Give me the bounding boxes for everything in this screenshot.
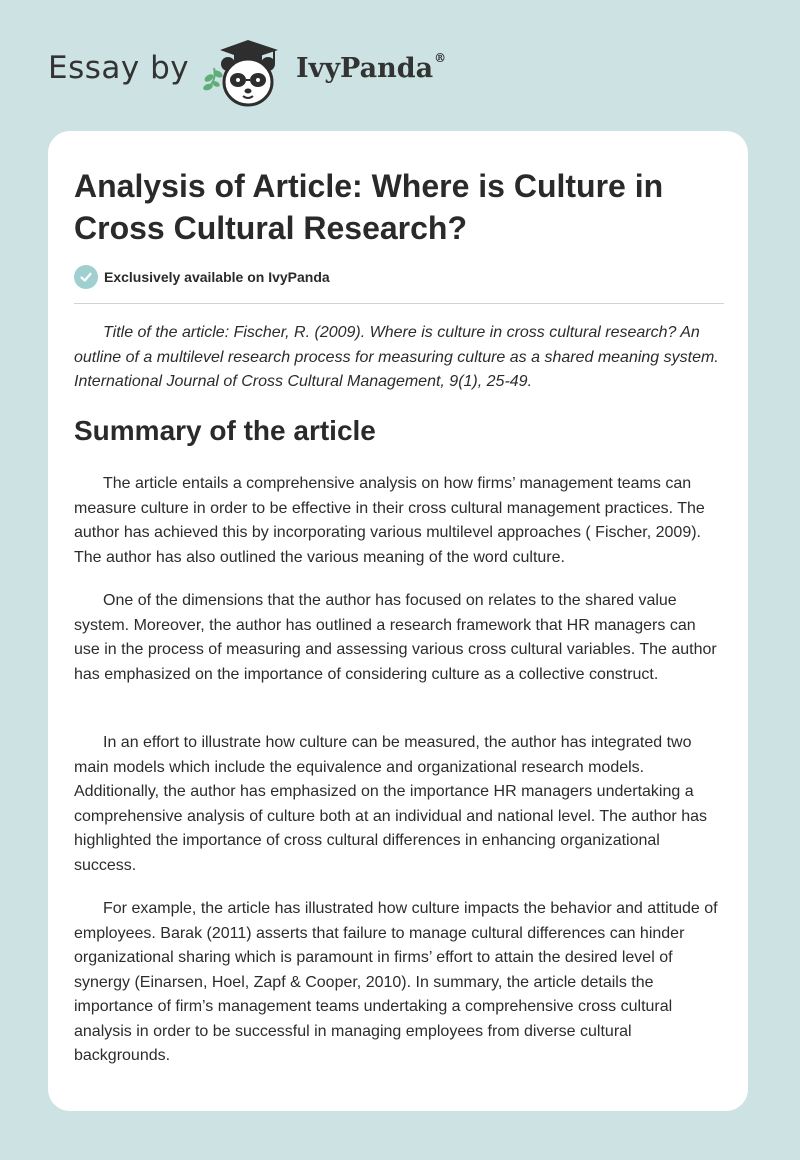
- title-divider: [74, 303, 724, 304]
- panda-graduate-logo-icon[interactable]: [200, 38, 292, 110]
- exclusive-badge-text: Exclusively available on IvyPanda: [104, 269, 330, 285]
- section-heading: Summary of the article: [74, 415, 376, 446]
- paragraph: One of the dimensions that the author has focused on relates to the shared value system. Moreover, the author has outlined a research framework that HR managers can use in the process of measuring and assessing various cross cultural variables. The author has emphasized on the importance of considering culture as a collective construct.: [74, 592, 717, 683]
- essay-card: [48, 131, 748, 1111]
- paragraph: For example, the article has illustrated how culture impacts the behavior and attitude of employees. Barak (2011) asserts that failure to manage cultural differences can hinder organizational sharing which is paramount in firms’ effort to attain the desired level of synergy (Einarsen, Hoel, Zapf & Cooper, 2010). In summary, the article details the importance of firm’s management teams undertaking a comprehensive cross cultural analysis in order to be successful in managing employees from diverse cultural backgrounds.: [74, 900, 718, 1064]
- check-circle-icon: [74, 265, 98, 289]
- brand-name-text: IvyPanda: [296, 53, 434, 84]
- site-header: [0, 0, 800, 130]
- paragraph: In an effort to illustrate how culture can be measured, the author has integrated two main models which include the equivalence and organizational research models. Additionally, the author has emphasized on the importance HR managers undertaking a comprehensive analysis of culture both at an individual and national level. The author has highlighted the importance of cross cultural differences in enhancing organizational success.: [74, 734, 707, 874]
- registered-mark: ®: [434, 51, 447, 65]
- ivypanda-brand-name[interactable]: [296, 53, 446, 84]
- essay-title: Analysis of Article: Where is Culture in Cross Cultural Research?: [74, 168, 664, 246]
- paragraph: The article entails a comprehensive analysis on how firms’ management teams can measure culture in order to be effective in their cross cultural management practices. The author has achieved this by incorporating various multilevel approaches ( Fischer, 2009). The author has also outlined the various meaning of the word culture.: [74, 475, 705, 566]
- exclusive-badge: [74, 264, 330, 290]
- essay-by-label: Essay by: [48, 50, 190, 86]
- article-citation: Title of the article: Fischer, R. (2009). Where is culture in cross cultural research? An outline of a multilevel research process for measuring culture as a shared meaning system. International Journal of Cross Cultural Management, 9(1), 25-49.: [74, 324, 719, 390]
